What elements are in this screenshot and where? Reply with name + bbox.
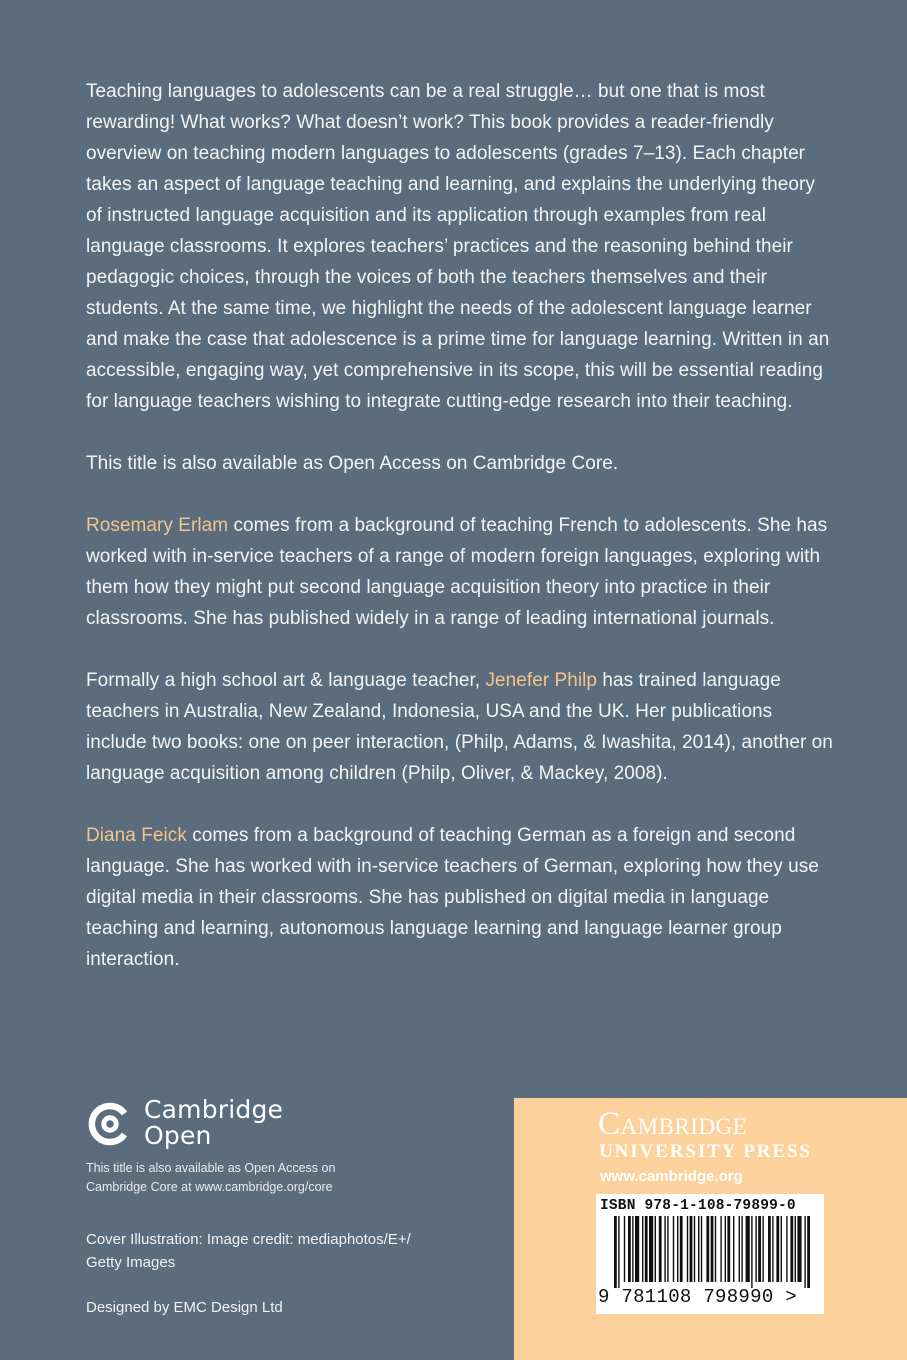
open-access-footnote-line: Cambridge Core at www.cambridge.org/core: [86, 1180, 333, 1194]
logo-word-cambridge: Cambridge: [144, 1095, 284, 1124]
barcode-bar: [645, 1216, 648, 1282]
logo-word-open: Open: [144, 1121, 212, 1150]
barcode-bar: [624, 1216, 625, 1282]
bio-text-after: has trained language teachers in Australia, New Zealand, Indonesia, USA and the UK. Her publications include two books: one on peer interaction, (Philp, Adams, & Iwashita, 2014), another on language acquisition among children (Philp, Oliver, & Mackey, 2008).: [86, 670, 833, 784]
barcode-bars: [596, 1216, 824, 1288]
open-access-note: This title is also available as Open Access on Cambridge Core.: [86, 453, 619, 474]
barcode-bar: [698, 1216, 699, 1282]
barcode-bar: [649, 1216, 653, 1282]
barcode-bar: [758, 1216, 761, 1282]
open-access-footnote: [86, 1159, 386, 1197]
barcode-bar: [795, 1216, 796, 1282]
barcode-bar: [768, 1216, 771, 1282]
barcode-bar: [667, 1216, 668, 1282]
barcode-bar: [635, 1216, 639, 1282]
barcode-bar: [711, 1216, 714, 1282]
barcode-bar: [786, 1216, 787, 1282]
author-name-philp: Jenefer Philp: [485, 670, 598, 691]
author-name-feick: Diana Feick: [86, 825, 187, 846]
barcode-bar: [614, 1216, 617, 1288]
barcode-bar: [628, 1216, 631, 1282]
publisher-url: www.cambridge.org: [600, 1168, 743, 1185]
back-cover-text: [86, 76, 836, 1006]
designer-credit: Designed by EMC Design Ltd: [86, 1299, 283, 1316]
barcode-bar: [741, 1216, 742, 1282]
barcode-bar: [807, 1216, 810, 1288]
barcode-bar: [673, 1216, 674, 1282]
barcode-bar: [680, 1216, 683, 1282]
barcode-bar: [690, 1216, 693, 1282]
barcode-bar: [687, 1216, 688, 1282]
barcode-bar: [706, 1216, 709, 1282]
barcode-bar: [715, 1216, 716, 1282]
cover-illustration-credit: [86, 1228, 466, 1274]
bio-text-after: comes from a background of teaching French to adolescents. She has worked with in-service teachers of a range of modern foreign languages, exploring with them how they might put second language acquisition theory into practice in their classrooms. She has published widely in a range of leading international journals.: [86, 515, 828, 629]
barcode-bar: [720, 1216, 721, 1282]
publisher-press: UNIVERSITY PRESS: [599, 1141, 812, 1162]
publisher-panel: [514, 1098, 907, 1360]
author-bio-erlam: [86, 510, 836, 634]
barcode-bar: [772, 1216, 773, 1282]
barcode-bar: [664, 1216, 665, 1282]
author-bio-philp: [86, 665, 836, 789]
barcode-bar: [746, 1216, 750, 1282]
bio-text-before: Formally a high school art & language teacher,: [86, 670, 486, 691]
publisher-name: Cambridge: [598, 1106, 748, 1142]
barcode-bar: [804, 1216, 805, 1288]
barcode-bar: [797, 1216, 801, 1282]
cambridge-open-icon: [86, 1100, 134, 1148]
barcode-bar: [632, 1216, 633, 1282]
cover-credit-line: Cover Illustration: Image credit: mediaphotos/E+/: [86, 1231, 411, 1248]
blurb-paragraph: Teaching languages to adolescents can be a real struggle… but one that is most rewarding! What works? What doesn’t work? This book provides a reader-friendly overview on teaching modern languages to adolescents (grades 7–13). Each chapter takes an aspect of language teaching and learning, and explains the underlying theory of instructed language acquisition and its application through examples from real language classrooms. It explores teachers’ practices and the reasoning behind their pedagogic choices, through the voices of both the teachers themselves and their students. At the same time, we highlight the needs of the adolescent language learner and make the case that adolescence is a prime time for language learning. Written in an accessible, engaging way, yet comprehensive in its scope, this will be essential reading for language teachers wishing to integrate cutting-edge research into their teaching.: [86, 81, 830, 412]
barcode-bar: [694, 1216, 695, 1282]
cover-credit-line: Getty Images: [86, 1254, 176, 1271]
ean-digits: 9 781108 798990 >: [598, 1286, 797, 1308]
barcode-bar: [677, 1216, 678, 1282]
barcode-bar: [781, 1216, 782, 1282]
barcode-bar: [776, 1216, 779, 1282]
barcode-bar: [762, 1216, 763, 1282]
barcode-bar: [655, 1216, 656, 1282]
bio-text-after: comes from a background of teaching German as a foreign and second language. She has worked with in-service teachers of German, exploring how they use digital media in their classrooms. She has published on digital media in language teaching and learning, autonomous language learning and language learner group interaction.: [86, 825, 819, 970]
author-name-erlam: Rosemary Erlam: [86, 515, 229, 536]
barcode-bar: [659, 1216, 662, 1282]
barcode-bar: [642, 1216, 643, 1282]
barcode-bar: [751, 1216, 752, 1288]
isbn-label: ISBN 978-1-108-79899-0: [600, 1198, 796, 1214]
barcode-bar: [701, 1216, 702, 1282]
cambridge-open-logo: [86, 1096, 346, 1158]
open-access-footnote-line: This title is also available as Open Access on: [86, 1161, 336, 1175]
isbn-barcode: [596, 1194, 824, 1314]
barcode-bar: [739, 1216, 740, 1282]
barcode-bar: [790, 1216, 793, 1282]
barcode-bar: [725, 1216, 726, 1282]
barcode-bar: [618, 1216, 619, 1288]
barcode-bar: [755, 1216, 756, 1282]
barcode-bar: [733, 1216, 734, 1282]
barcode-bar: [727, 1216, 730, 1282]
author-bio-feick: [86, 820, 836, 975]
